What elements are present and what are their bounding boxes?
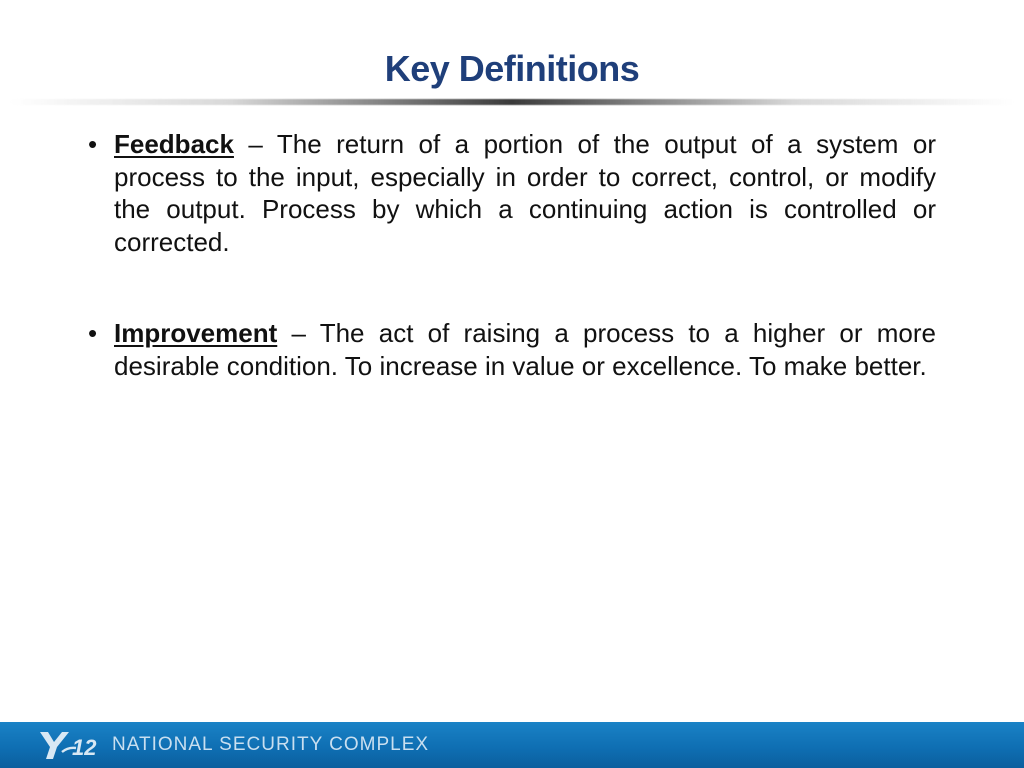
definition-list — [88, 128, 936, 382]
definition-text: – The act of raising a process to a higher or more desirable condition. To increase in value or excellence. To make better. — [114, 318, 936, 381]
title-divider — [10, 99, 1014, 105]
definition-term: Improvement — [114, 318, 278, 348]
slide-title: Key Definitions — [384, 48, 640, 89]
definition-item-feedback — [88, 128, 936, 258]
organization-name: NATIONAL SECURITY COMPLEX — [112, 734, 430, 755]
svg-text:12: 12 — [72, 735, 97, 760]
definition-item-improvement — [88, 317, 936, 382]
definition-text: – The return of a portion of the output of a system or process to the input, especially in order to correct, control, or modify the output. Process by which a continuing action is controlled or corrected. — [114, 129, 936, 257]
y12-logo-icon — [38, 728, 102, 762]
bullet-icon: • — [88, 129, 98, 159]
footer-bar — [0, 722, 1024, 768]
definition-term: Feedback — [114, 129, 234, 159]
bullet-icon: • — [88, 318, 98, 348]
